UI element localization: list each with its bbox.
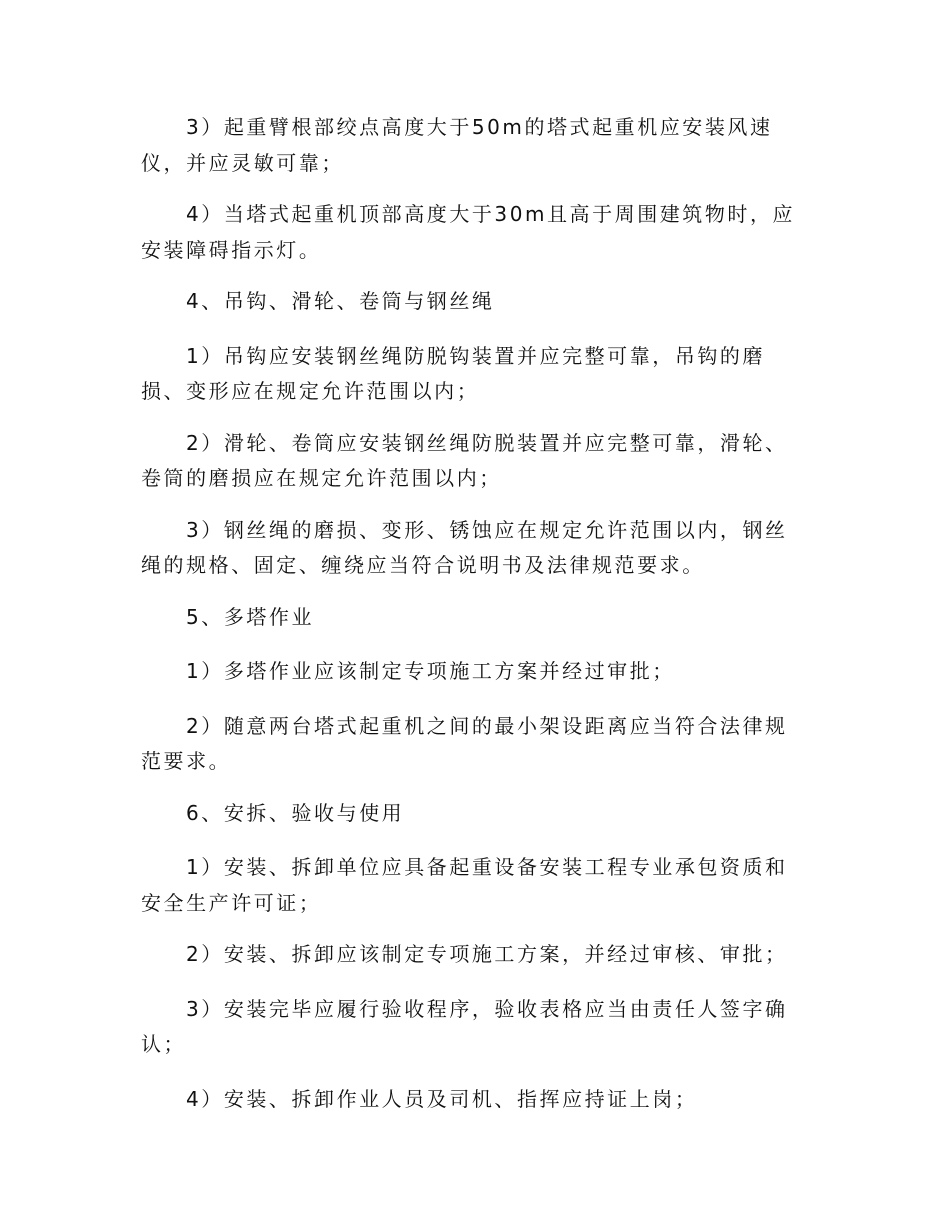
- paragraph-hook-requirement: 1）吊钩应安装钢丝绳防脱钩装置并应完整可靠，吊钩的磨损、变形应在规定允许范围以内；: [141, 343, 766, 403]
- paragraph-obstacle-light-requirement: 4）当塔式起重机顶部高度大于30m且高于周围建筑物时，应安装障碍指示灯。: [141, 202, 796, 262]
- section-heading-installation: 6、安拆、验收与使用: [186, 800, 405, 825]
- section-heading-multi-tower: 5、多塔作业: [186, 604, 315, 629]
- paragraph-tower-distance: 2）随意两台塔式起重机之间的最小架设距离应当符合法律规范要求。: [141, 713, 788, 773]
- paragraph-acceptance-procedure: 3）安装完毕应履行验收程序，验收表格应当由责任人签字确认；: [141, 996, 788, 1056]
- paragraph-pulley-drum-requirement: 2）滑轮、卷筒应安装钢丝绳防脱装置并应完整可靠，滑轮、卷筒的磨损应在规定允许范围以内；: [141, 430, 788, 490]
- section-heading-hooks-pulleys: 4、吊钩、滑轮、卷筒与钢丝绳: [186, 289, 495, 313]
- paragraph-multi-tower-plan: 1）多塔作业应该制定专项施工方案并经过审批；: [186, 659, 675, 683]
- paragraph-certified-personnel: 4）安装、拆卸作业人员及司机、指挥应持证上岗；: [186, 1086, 698, 1111]
- paragraph-wire-rope-requirement: 3）钢丝绳的磨损、变形、锈蚀应在规定允许范围以内，钢丝绳的规格、固定、缠绕应当符合说明书及法律规范要求。: [141, 517, 788, 577]
- document-body: [141, 110, 809, 1136]
- paragraph-anemometer-requirement: 3）起重臂根部绞点高度大于50m的塔式起重机应安装风速仪，并应灵敏可靠；: [141, 115, 773, 175]
- paragraph-installation-plan: 2）安装、拆卸应该制定专项施工方案，并经过审核、审批；: [186, 942, 788, 966]
- paragraph-installation-qualification: 1）安装、拆卸单位应具备起重设备安装工程专业承包资质和安全生产许可证；: [141, 855, 788, 915]
